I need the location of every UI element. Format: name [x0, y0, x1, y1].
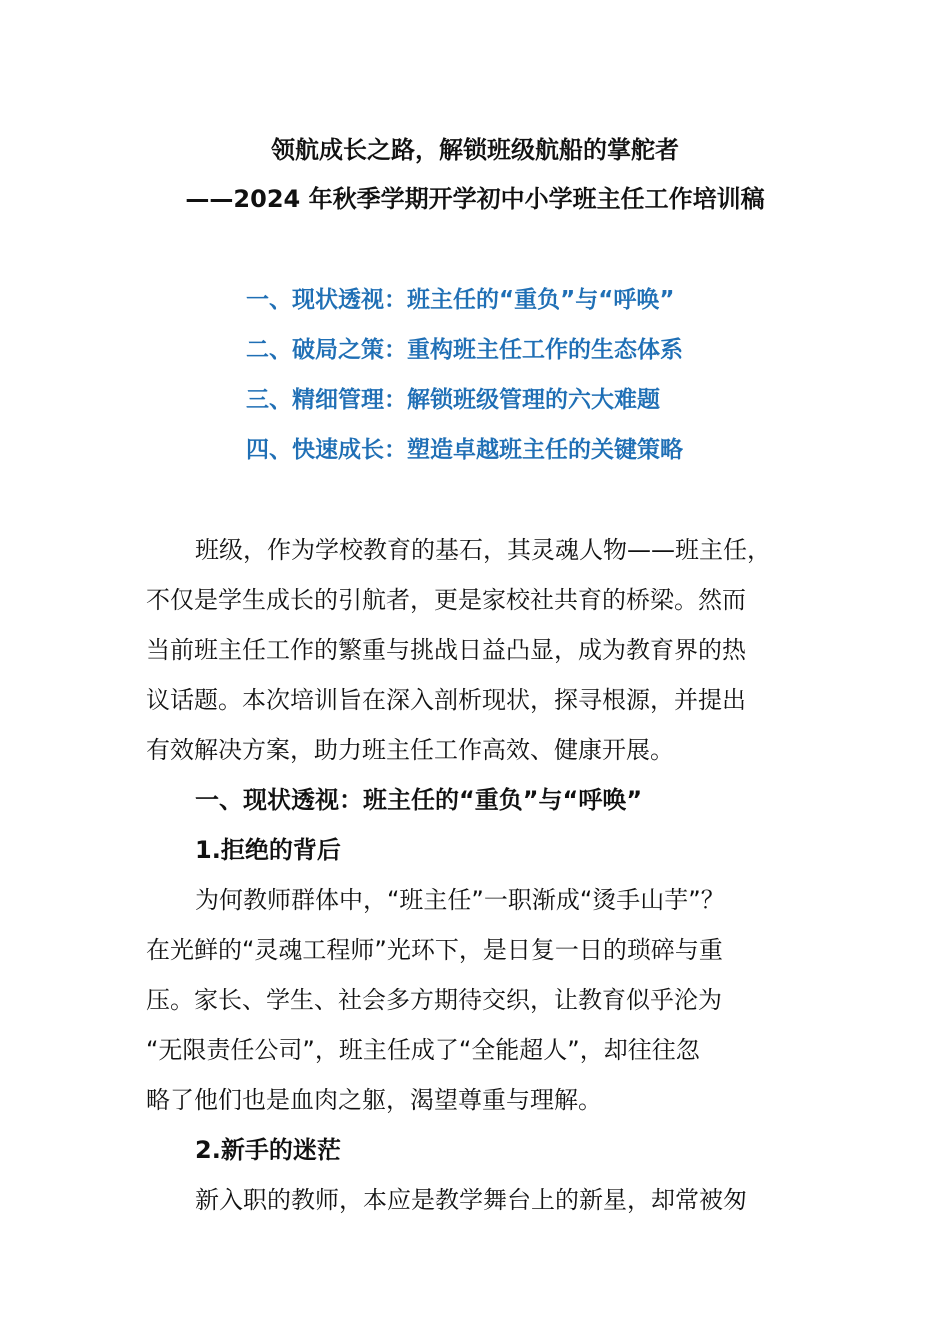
subsection-heading: 2.新手的迷茫	[195, 1136, 341, 1164]
subsection-heading: 1.拒绝的背后	[195, 836, 341, 864]
paragraph-line: 为何教师群体中，“班主任”一职渐成“烫手山芋”？	[195, 886, 725, 914]
paragraph-line: “无限责任公司”，班主任成了“全能超人”，却往往忽	[146, 1036, 700, 1064]
toc-item-2: 二、破局之策：重构班主任工作的生态体系	[246, 337, 683, 363]
document-body	[146, 530, 836, 1230]
paragraph-line: 当前班主任工作的繁重与挑战日益凸显，成为教育界的热	[146, 636, 746, 664]
paragraph-line: 议话题。本次培训旨在深入剖析现状，探寻根源，并提出	[146, 686, 746, 714]
section-heading: 一、现状透视：班主任的“重负”与“呼唤”	[195, 786, 643, 814]
toc-item-3: 三、精细管理：解锁班级管理的六大难题	[246, 387, 660, 413]
document-title: 领航成长之路，解锁班级航船的掌舵者	[271, 136, 679, 164]
toc-item-1: 一、现状透视：班主任的“重负”与“呼唤”	[246, 287, 675, 313]
document-subtitle: ——2024 年秋季学期开学初中小学班主任工作培训稿	[185, 185, 765, 213]
paragraph-line: 压。家长、学生、社会多方期待交织，让教育似乎沦为	[146, 986, 722, 1014]
paragraph-line: 有效解决方案，助力班主任工作高效、健康开展。	[146, 736, 674, 764]
paragraph-line: 在光鲜的“灵魂工程师”光环下，是日复一日的琐碎与重	[146, 936, 723, 964]
paragraph-line: 新入职的教师，本应是教学舞台上的新星，却常被匆	[195, 1186, 747, 1214]
table-of-contents	[246, 284, 886, 484]
paragraph-line: 班级，作为学校教育的基石，其灵魂人物——班主任，	[195, 536, 771, 564]
paragraph-line: 略了他们也是血肉之躯，渴望尊重与理解。	[146, 1086, 602, 1114]
paragraph-line: 不仅是学生成长的引航者，更是家校社共育的桥梁。然而	[146, 586, 746, 614]
toc-item-4: 四、快速成长：塑造卓越班主任的关键策略	[246, 437, 683, 463]
